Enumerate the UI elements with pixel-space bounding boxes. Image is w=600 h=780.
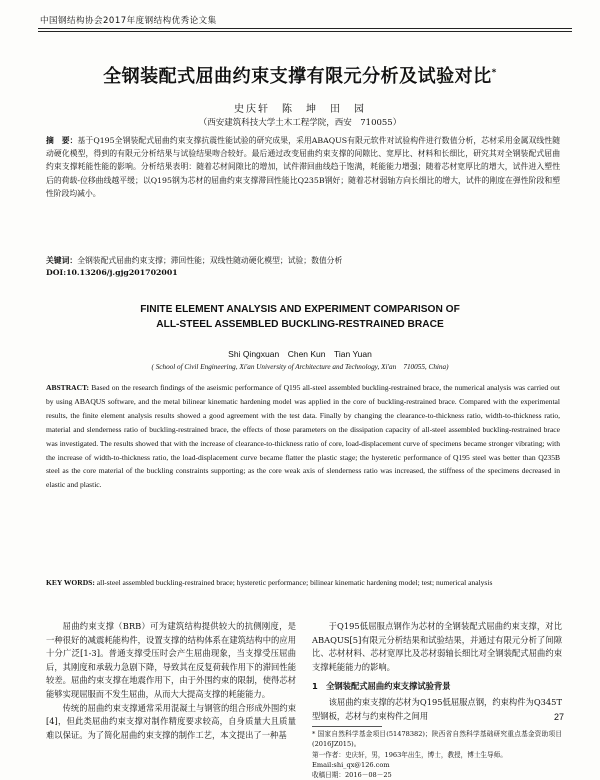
paper-title-cn: 全钢装配式屈曲约束支撑有限元分析及试验对比* (103, 66, 497, 87)
page-number: 27 (553, 712, 564, 722)
footnote-email: Email:shi_qx@126.com (312, 760, 390, 769)
authors-cn: 史庆轩 陈 坤 田 园 (234, 104, 366, 115)
section-heading-1: 1 全钢装配式屈曲约束支撑试验背景 (312, 681, 451, 692)
footnote-received: 收稿日期：2016－08－25 (312, 770, 392, 779)
abstract-cn-label: 摘 要： (46, 136, 78, 145)
body-column-right (312, 620, 562, 780)
abstract-en-text: Based on the research findings of the aseismic performance of Q195 all-steel assembled buckling-restrained brace, the numerical analysis was carried out by using ABAQUS software, and the metal bilinear kinematic hardening model was applied in the core of buckling-restrained brace. Compared with the experimental results, the finite element analysis results showed a good agreement with the test data. Finally by changing the clearance-to-thickness ratio, width-to-thickness ratio, material and slenderness ratio of buckling-restrained brace, the effects of those parameters on the dissipation capacity of all-steel assembled buckling-restrained brace was investigated. The results showed that with the increase of clearance-to-thickness ratio of core, load-displacement curve of specimens became stronger vibrating; with the increase of width-to-thickness ratio, the load-displacement curve became flatter the plastic stage; the hysteretic performance of Q195 steel was better than Q235B steel as the core material of the buckling constraints supporting; as the core weak axis of slenderness ratio was increased, the stiffness of the specimens decreased in elastic and plastic. (46, 383, 560, 490)
doi: DOI:10.13206/j.gjg201702001 (46, 268, 178, 277)
body-column-left (46, 620, 296, 742)
authors-en: Shi Qingxuan Chen Kun Tian Yuan (228, 349, 372, 359)
abstract-cn-text: 基于Q195全钢装配式屈曲约束支撑抗震性能试验的研究成果，采用ABAQUS有限元软件对试验构件进行数值分析，芯材采用金属双线性随动硬化模型，得到的有限元分析结果与试验结果吻合较好。最后通过改变屈曲约束支撑的间隙比、宽厚比、材料和长细比，研究其对全钢装配式屈曲约束支撑耗能性能的影响。分析结果表明：随着芯材间隙比的增加，试件滞回曲线趋于饱满，耗能能力增强；随着芯材宽厚比的增大，试件进入塑性后的荷载-位移曲线越平缓；以Q195钢为芯材的屈曲约束支撑滞回性能比Q235B钢好；随着芯材弱轴方向长细比的增大，试件的刚度在弹性阶段和塑性阶段均减小。 (46, 136, 560, 198)
abstract-en-label: ABSTRACT: (46, 383, 90, 392)
intro-paragraph-2: 传统的屈曲约束支撑通常采用混凝土与钢管的组合形成外围约束[4]，但此类屈曲约束支撑对制作精度要求较高，自身质量大且质量难以保证。为了简化屈曲约束支撑的制作工艺，本文提出了一种基 (46, 702, 296, 740)
running-header: 中国钢结构协会2017年度钢结构优秀论文集 (40, 16, 217, 26)
footnote-funding: * 国家自然科学基金项目(51478382)；陕西省自然科学基础研究重点基金资助项目(2016JZ015)。 (312, 730, 562, 749)
abstract-cn (46, 134, 560, 200)
header-rule (38, 28, 572, 29)
intro-paragraph-1: 屈曲约束支撑（BRB）可为建筑结构提供较大的抗侧刚度，是一种很好的减震耗能构件，设置支撑的结构体系在建筑结构中的应用十分广泛[1-3]。普通支撑受压时会产生屈曲现象，当支撑受压屈曲后，其刚度和承载力急剧下降，导致其在反复荷载作用下的滞回性能较差。屈曲约束支撑在地震作用下，由于外围约束的限制，使得芯材能够实现屈服而不发生屈曲，从而大大提高支撑的耗能能力。 (46, 621, 296, 699)
keywords-cn: 关键词：全钢装配式屈曲约束支撑；滞回性能；双线性随动硬化模型；试验；数值分析 (46, 256, 343, 265)
abstract-en (46, 381, 560, 492)
paper-title-en: FINITE ELEMENT ANALYSIS AND EXPERIMENT COMPARISON OF ALL-STEEL ASSEMBLED BUCKLING-RESTRAINED BRACE (140, 304, 460, 330)
affiliation-en: ( School of Civil Engineering, Xi'an University of Architecture and Technology, Xi'an 710055, China) (151, 363, 449, 371)
section1-paragraph: 该屈曲约束支撑的芯材为Q195低屈服点钢，约束构件为Q345T型钢板，芯材与约束构件之间用 (312, 696, 562, 721)
keywords-en-label: KEY WORDS: (46, 578, 95, 587)
title-footnote-mark: * (491, 68, 497, 78)
intro-paragraph-3: 于Q195低屈服点钢作为芯材的全钢装配式屈曲约束支撑，对比ABAQUS[5]有限元分析结果和试验结果，并通过有限元分析了间隙比、芯材材料、芯材宽厚比及芯材弱轴长细比对全钢装配式屈曲约束支撑耗能能力的影响。 (312, 621, 562, 672)
keywords-cn-label: 关键词： (46, 256, 78, 265)
header-rule-thin (38, 31, 572, 32)
footnote-rule (312, 726, 382, 727)
affiliation-cn: （西安建筑科技大学土木工程学院，西安 710055） (198, 118, 402, 128)
footnote-author: 第一作者：史庆轩，男，1963年出生，博士，教授，博士生导师。 (312, 750, 507, 759)
keywords-en: KEY WORDS: all-steel assembled buckling-restrained brace; hysteretic performance; bilinear kinematic hardening model; test; numerical analysis (46, 578, 493, 587)
